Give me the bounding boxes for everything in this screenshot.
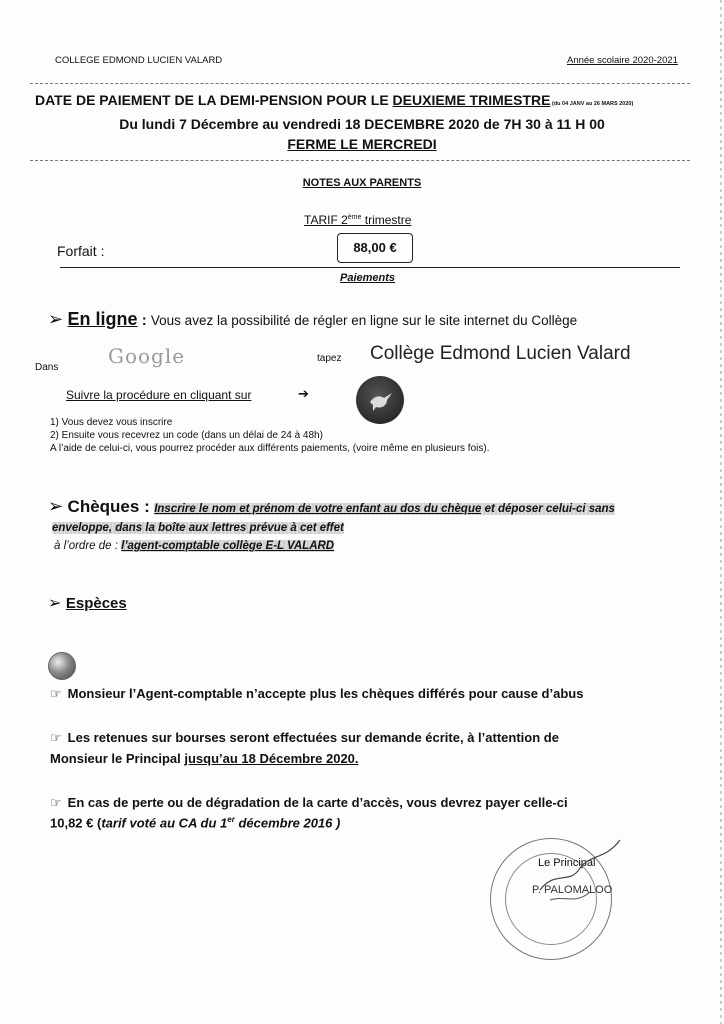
notice-3-text: En cas de perte ou de dégradation de la carte d’accès, vous devrez payer celle-ci <box>67 795 568 810</box>
online-text: Vous avez la possibilité de régler en ligne sur le site internet du Collège <box>150 313 578 328</box>
signature-scribble <box>520 830 640 950</box>
pointing-hand-icon: ☞ <box>50 686 62 701</box>
step-1: 1) Vous devez vous inscrire <box>50 417 173 428</box>
online-heading: En ligne <box>67 309 138 329</box>
school-year: Année scolaire 2020-2021 <box>567 55 678 66</box>
banner-bottom-rule <box>30 160 690 161</box>
tarif-post: trimestre <box>361 213 412 227</box>
triangle-arrow-icon-2: ➢ <box>48 496 64 516</box>
cheques-order-prefix: à l’ordre de : <box>54 540 122 552</box>
banner-term: DEUXIEME TRIMESTRE <box>392 92 551 108</box>
triangle-arrow-icon: ➢ <box>48 309 64 329</box>
notice-3-cont <box>50 815 340 830</box>
signature-name: P. PALOMALOO <box>532 884 613 896</box>
tarif-sup: ème <box>347 214 362 221</box>
banner-line2: Du lundi 7 Décembre au vendredi 18 DECEMBRE 2020 de 7H 30 à 11 H 00 <box>119 116 605 132</box>
cheques-line2: enveloppe, dans la boîte aux lettres prévue à cet effet <box>52 522 344 534</box>
notice-3 <box>50 795 568 811</box>
arrow-right-icon: ➔ <box>298 386 309 401</box>
scan-edge <box>720 0 722 1024</box>
banner-line3: FERME LE MERCREDI <box>287 136 437 152</box>
notice-2-text: Les retenues sur bourses seront effectuées sur demande écrite, à l’attention de <box>67 730 559 745</box>
tarif-label <box>304 213 411 227</box>
especes-heading: Espèces <box>65 595 127 612</box>
cheques-row <box>48 496 615 517</box>
notice-3-date: décembre 2016 ) <box>234 815 341 831</box>
notice-3-vote: tarif voté au CA du 1 <box>101 815 228 831</box>
google-logo: Google <box>108 344 186 368</box>
college-search-term: Collège Edmond Lucien Valard <box>370 343 631 364</box>
banner-range: (du 04 JANV au 26 MARS 2020) <box>550 101 634 107</box>
top-rule <box>30 83 690 84</box>
step-3: A l’aide de celui-ci, vous pourrez procéder aux différents paiements, (voire même en plusieurs fois). <box>50 443 490 454</box>
notice-2 <box>50 730 559 746</box>
dans-label: Dans <box>35 362 59 373</box>
notes-title: NOTES AUX PARENTS <box>302 177 422 189</box>
pointing-hand-icon-2: ☞ <box>50 730 62 745</box>
school-name: COLLEGE EDMOND LUCIEN VALARD <box>55 55 223 66</box>
notice-2-text-b: Monsieur le Principal <box>50 751 185 766</box>
globe-icon <box>48 652 76 680</box>
pointing-hand-icon-3: ☞ <box>50 795 62 810</box>
tarif-pre: TARIF 2 <box>304 213 348 227</box>
step-2: 2) Ensuite vous recevrez un code (dans un délai de 24 à 48h) <box>50 430 323 441</box>
notice-2-cont <box>50 751 359 766</box>
forfait-label: Forfait : <box>57 243 105 259</box>
procedure-text: Suivre la procédure en cliquant sur <box>66 388 252 402</box>
notice-1 <box>50 686 583 702</box>
cheques-heading: Chèques : <box>67 497 150 516</box>
cheques-order-payee: l’agent-comptable collège E-L VALARD <box>121 540 335 552</box>
signature-title: Le Principal <box>538 857 596 869</box>
paiements-label: Paiements <box>340 272 396 284</box>
online-steps <box>50 416 489 455</box>
forfait-amount: 88,00 € <box>337 233 413 263</box>
banner-line1 <box>35 92 695 108</box>
notice-2-deadline: jusqu’au 18 Décembre 2020. <box>184 751 359 766</box>
cheques-text-rest: et déposer celui-ci sans <box>481 503 615 515</box>
notice-1-text: Monsieur l’Agent-comptable n’accepte plus les chèques différés pour cause d’abus <box>67 686 584 701</box>
cheques-text-underlined: Inscrire le nom et prénom de votre enfant au dos du chèque <box>154 503 482 515</box>
cheques-line3 <box>54 540 334 552</box>
tarif-rule <box>60 267 680 268</box>
notice-3-price: 10,82 € ( <box>50 815 102 831</box>
especes-row <box>48 593 127 613</box>
notice-3-sup: er <box>227 815 235 824</box>
triangle-arrow-icon-3: ➢ <box>48 595 62 612</box>
banner-prefix: DATE DE PAIEMENT DE LA DEMI-PENSION POUR LE <box>35 92 393 108</box>
online-colon: : <box>137 312 151 329</box>
online-row <box>48 309 577 330</box>
tapez-label: tapez <box>317 353 342 364</box>
